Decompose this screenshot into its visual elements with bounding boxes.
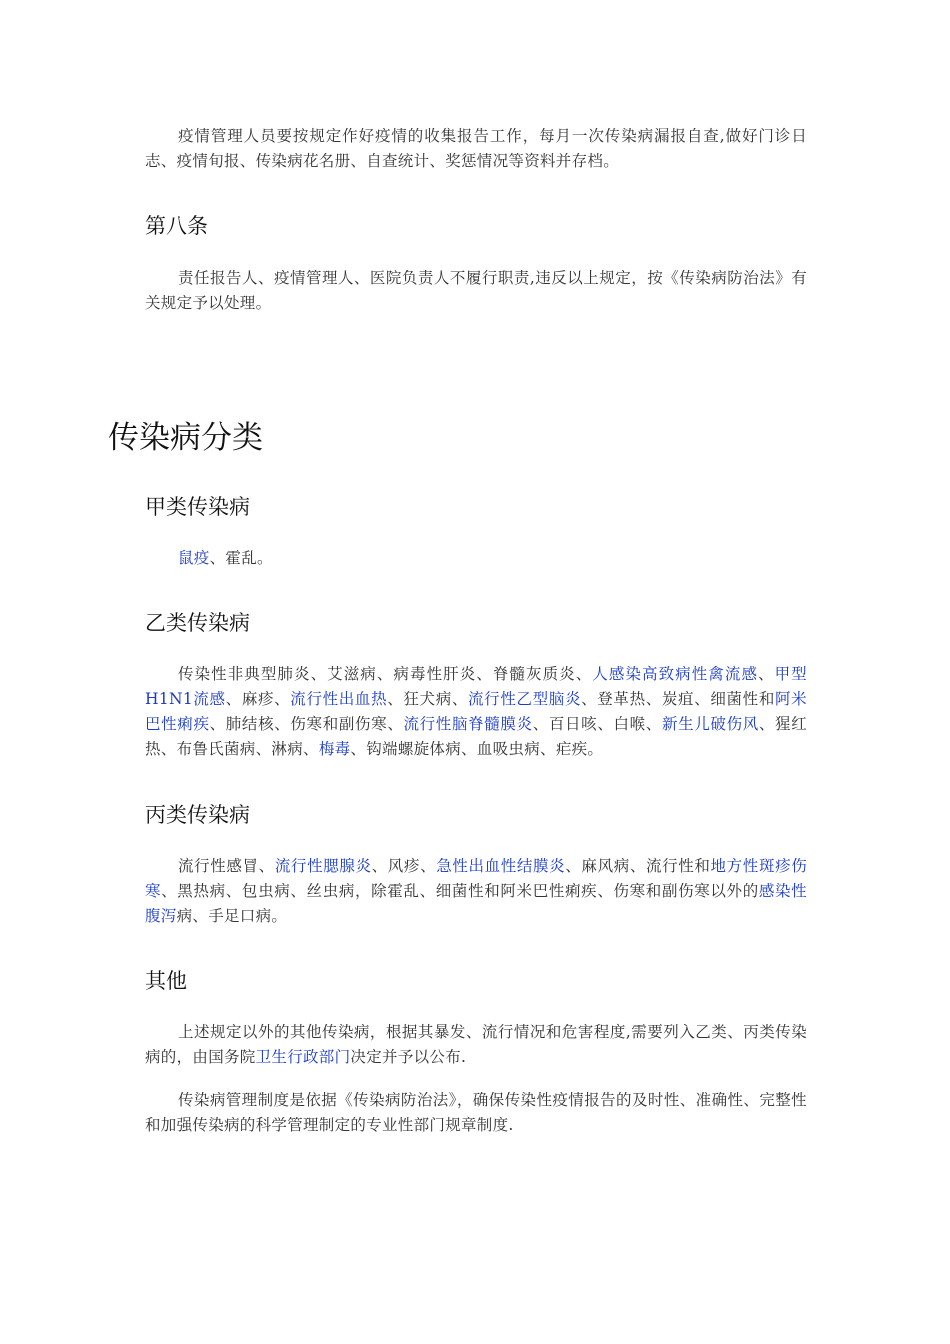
class-b-text-8: 、猩红热、布鲁氏菌病、淋病、 [145, 715, 807, 758]
article-8-heading: 第八条 [145, 214, 208, 238]
class-b-text-3: 、麻疹、 [225, 690, 291, 708]
class-a-paragraph [145, 546, 807, 571]
link-avian-flu[interactable]: 人感染高致病性禽流感 [592, 665, 759, 683]
class-c-text-2: 、风疹、 [371, 857, 437, 875]
link-conjunctivitis[interactable]: 急性出血性结膜炎 [436, 857, 566, 875]
class-c-paragraph [145, 854, 807, 929]
class-c-text-1: 流行性感冒、 [178, 857, 275, 875]
class-b-heading: 乙类传染病 [145, 611, 250, 635]
class-a-text: 、霍乱。 [209, 549, 273, 567]
class-b-text-2: 、 [758, 665, 775, 683]
class-b-text-7: 、百日咳、白喉、 [532, 715, 662, 733]
class-b-text-5: 、登革热、炭疽、细菌性和 [581, 690, 775, 708]
link-mumps[interactable]: 流行性腮腺炎 [274, 857, 372, 875]
class-b-text-6: 、肺结核、伤寒和副伤寒、 [209, 715, 404, 733]
link-japanese-encephalitis[interactable]: 流行性乙型脑炎 [468, 690, 582, 708]
link-health-department[interactable]: 卫生行政部门 [255, 1048, 351, 1066]
link-hemorrhagic-fever[interactable]: 流行性出血热 [290, 690, 388, 708]
link-amoebic-dysentery[interactable]: 阿米巴性痢疾 [145, 690, 807, 733]
class-b-text-9: 、钩端螺旋体病、血吸虫病、疟疾。 [350, 740, 604, 758]
link-infectious-diarrhea[interactable]: 感染性腹泻 [145, 882, 807, 925]
link-plague[interactable]: 鼠疫 [178, 549, 210, 567]
class-c-text-4: 、黑热病、包虫病、丝虫病，除霍乱、细菌性和阿米巴性痢疾、伤寒和副伤寒以外的 [161, 882, 759, 900]
link-neonatal-tetanus[interactable]: 新生儿破伤风 [661, 715, 759, 733]
other-heading: 其他 [145, 969, 187, 993]
link-h1n1[interactable]: 甲型H1N1流感 [145, 665, 807, 708]
link-meningitis[interactable]: 流行性脑脊髓膜炎 [403, 715, 533, 733]
section-title: 传染病分类 [108, 420, 263, 456]
intro-paragraph: 疫情管理人员要按规定作好疫情的收集报告工作，每月一次传染病漏报自查,做好门诊日志、疫情旬报、传染病花名册、自查统计、奖惩情况等资料并存档。 [145, 127, 807, 170]
other-text-2: 决定并予以公布. [350, 1048, 467, 1066]
other-paragraph-1 [145, 1020, 807, 1070]
class-c-heading: 丙类传染病 [145, 803, 250, 827]
class-b-text-4: 、狂犬病、 [387, 690, 469, 708]
article-8-paragraph: 责任报告人、疫情管理人、医院负责人不履行职责,违反以上规定，按《传染病防治法》有关规定予以处理。 [145, 269, 807, 312]
class-b-text-1: 传染性非典型肺炎、艾滋病、病毒性肝炎、脊髓灰质炎、 [178, 665, 593, 683]
class-c-text-5: 病、手足口病。 [176, 907, 288, 925]
class-c-text-3: 、麻风病、流行性和 [565, 857, 711, 875]
other-text-1: 上述规定以外的其他传染病，根据其暴发、流行情况和危害程度,需要列入乙类、丙类传染病的，由国务院 [145, 1023, 807, 1066]
link-typhus[interactable]: 地方性斑疹伤寒 [145, 857, 808, 900]
other-paragraph-2: 传染病管理制度是依据《传染病防治法》，确保传染性疫情报告的及时性、准确性、完整性和加强传染病的科学管理制定的专业性部门规章制度. [145, 1091, 807, 1134]
class-b-paragraph [145, 662, 807, 762]
class-a-heading: 甲类传染病 [145, 495, 250, 519]
link-syphilis[interactable]: 梅毒 [318, 740, 351, 758]
